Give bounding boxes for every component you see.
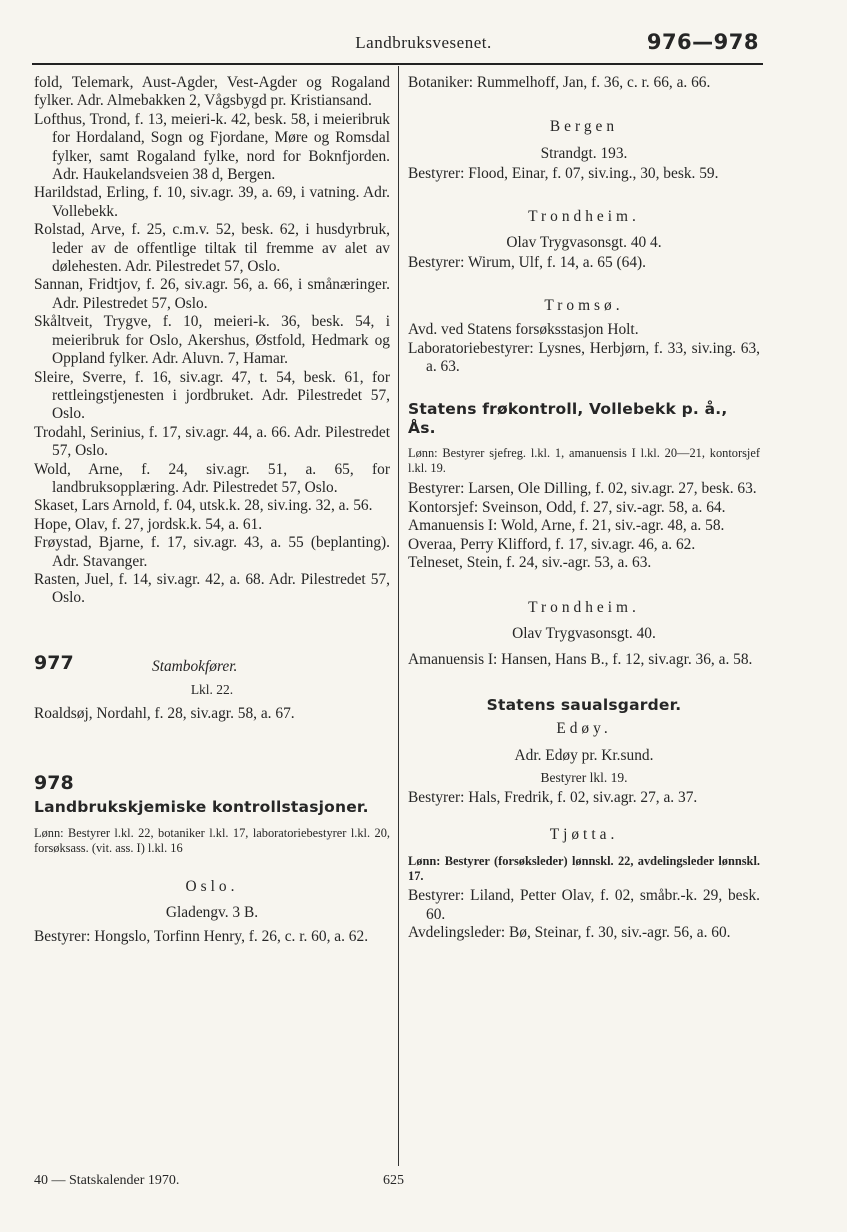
salary-info: Lønn: Bestyrer (forsøksleder) lønnskl. 22, avdelingsleder lønnskl. 17.: [408, 854, 760, 883]
entry-sannan: Sannan, Fridtjov, f. 26, siv.agr. 56, a. 66, i smånæringer. Adr. Pilestredet 57, Oslo.: [34, 276, 390, 312]
salary-class: Bestyrer lkl. 19.: [540, 769, 628, 785]
entry-skaset: Skaset, Lars Arnold, f. 04, utsk.k. 28, siv.ing. 32, a. 56.: [34, 497, 373, 515]
page-number: 625: [383, 1173, 404, 1188]
address-trondheim-2: Olav Trygvasonsgt. 40.: [512, 624, 656, 642]
entry-liland: Bestyrer: Liland, Petter Olav, f. 02, småbr.-k. 29, besk. 60.: [408, 887, 760, 923]
entry-continued: fold, Telemark, Aust-Agder, Vest-Agder og Rogaland fylker. Adr. Almebakken 2, Vågsbygd pr. Kristiansand.: [34, 74, 390, 110]
entry-flood: Bestyrer: Flood, Einar, f. 07, siv.ing., 30, besk. 59.: [408, 165, 719, 183]
city-bergen: Bergen: [549, 118, 619, 136]
left-column: [34, 68, 390, 947]
entry-harildstad: Harildstad, Erling, f. 10, siv.agr. 39, a. 69, i vatning. Adr. Vollebekk.: [34, 184, 390, 220]
section-978-number: 978: [34, 771, 74, 794]
entry-rolstad: Rolstad, Arve, f. 25, c.m.v. 52, besk. 62, i husdyrbruk, leder av de offentlige tiltak til fremme av alet av dølehesten. Adr. Pilestredet 57, Oslo.: [34, 221, 390, 276]
entry-hansen: Amanuensis I: Hansen, Hans B., f. 12, siv.agr. 36, a. 58.: [408, 651, 753, 669]
department: Avd. ved Statens forsøksstasjon Holt.: [408, 321, 639, 339]
entry-froystad: Frøystad, Bjarne, f. 17, siv.agr. 43, a. 55 (beplanting). Adr. Stavanger.: [34, 534, 390, 570]
salary-info: Lønn: Bestyrer sjefreg. l.kl. 1, amanuensis I l.kl. 20—21, kontorsjef l.kl. 19.: [408, 446, 760, 475]
entry-wirum: Bestyrer: Wirum, Ulf, f. 14, a. 65 (64).: [408, 254, 647, 272]
entry-rasten: Rasten, Juel, f. 14, siv.agr. 42, a. 68. Adr. Pilestredet 57, Oslo.: [34, 570, 390, 607]
entry-lysnes: Laboratoriebestyrer: Lysnes, Herbjørn, f. 33, siv.ing. 63, a. 63.: [408, 339, 760, 376]
page-footer: [0, 1173, 847, 1195]
address: Gladengv. 3 B.: [165, 904, 259, 921]
entry-overaa: Overaa, Perry Klifford, f. 17, siv.agr. 46, a. 62.: [408, 535, 696, 553]
city-trondheim-2: Trondheim.: [528, 598, 640, 616]
section-977-header: [34, 651, 390, 678]
entry-hals: Bestyrer: Hals, Fredrik, f. 02, siv.agr. 27, a. 37.: [408, 789, 698, 807]
column-divider: [398, 66, 399, 1166]
section-frokontroll-title: Statens frøkontroll, Vollebekk p. å., Ås.: [408, 400, 728, 437]
page-header: [0, 0, 847, 66]
city-tjotta: Tjøtta.: [549, 825, 619, 843]
city-tromso: Tromsø.: [544, 296, 624, 314]
right-column: [408, 68, 760, 943]
entry-lofthus: Lofthus, Trond, f. 13, meieri-k. 42, besk. 58, i meieribruk for Hordaland, Sogn og Fjordane, Møre og Romsdal fylker, samt Rogaland fylke, nord for Boknfjorden. Adr. Haukelandsveien 38 d, Bergen.: [34, 110, 390, 184]
section-title: Stambokfører.: [152, 657, 238, 675]
address-edoy: Adr. Edøy pr. Kr.sund.: [514, 746, 654, 764]
entry-sveinson: Kontorsjef: Sveinson, Odd, f. 27, siv.-agr. 58, a. 64.: [408, 498, 726, 516]
section-saualsgarder-title: Statens saualsgarder.: [486, 695, 682, 714]
entry-hope: Hope, Olav, f. 27, jordsk.k. 54, a. 61.: [34, 515, 263, 533]
entry-hongslo: Bestyrer: Hongslo, Torfinn Henry, f. 26, c. r. 60, a. 62.: [34, 928, 369, 946]
entry-bo: Avdelingsleder: Bø, Steinar, f. 30, siv.-agr. 56, a. 60.: [408, 924, 731, 942]
salary-class: Lkl. 22.: [190, 681, 234, 697]
salary-info: Lønn: Bestyrer l.kl. 22, botaniker l.kl. 17, laboratoriebestyrer l.kl. 20, forsøksass. (vit. ass. I) l.kl. 16: [34, 826, 390, 855]
entry-trodahl: Trodahl, Serinius, f. 17, siv.agr. 44, a. 66. Adr. Pilestredet 57, Oslo.: [34, 423, 390, 460]
entry-telneset: Telneset, Stein, f. 24, siv.-agr. 53, a. 63.: [408, 554, 652, 572]
city-trondheim: Trondheim.: [528, 207, 640, 225]
entry-sleire: Sleire, Sverre, f. 16, siv.agr. 47, t. 54, besk. 61, for rettleingstjenesten i jordbruket. Adr. Pilestredet 57, Oslo.: [34, 368, 390, 423]
address-trondheim: Olav Trygvasonsgt. 40 4.: [506, 234, 662, 252]
entry-skaltveit: Skåltveit, Trygve, f. 10, meieri-k. 36, besk. 54, i meieribruk for Oslo, Akershus, Østfold, Hedmark og Oppland fylker. Adr. Aluvn. 7, Hamar.: [34, 313, 390, 368]
entry-wold: Wold, Arne, f. 24, siv.agr. 51, a. 65, for landbruksopplæring. Adr. Pilestredet 57, Oslo.: [34, 460, 390, 496]
address-bergen: Strandgt. 193.: [540, 144, 628, 162]
page-range: 976—978: [646, 30, 759, 54]
entry-rummelhoff: Botaniker: Rummelhoff, Jan, f. 36, c. r. 66, a. 66.: [408, 74, 711, 91]
city-oslo: Oslo.: [185, 877, 239, 895]
header-rule: [32, 63, 763, 65]
entry-larsen: Bestyrer: Larsen, Ole Dilling, f. 02, siv.agr. 27, besk. 63.: [408, 480, 757, 498]
section-number: 977: [34, 651, 74, 674]
entry-roaldsoj: Roaldsøj, Nordahl, f. 28, siv.agr. 58, a. 67.: [34, 705, 295, 723]
entry-wold-amanuensis: Amanuensis I: Wold, Arne, f. 21, siv.-agr. 48, a. 58.: [408, 517, 725, 535]
section-978-title: Landbrukskjemiske kontrollstasjoner.: [34, 798, 369, 816]
city-edoy: Edøy.: [556, 720, 612, 738]
running-title: Landbruksvesenet.: [355, 33, 492, 52]
footer-source: 40 — Statskalender 1970.: [34, 1173, 180, 1188]
